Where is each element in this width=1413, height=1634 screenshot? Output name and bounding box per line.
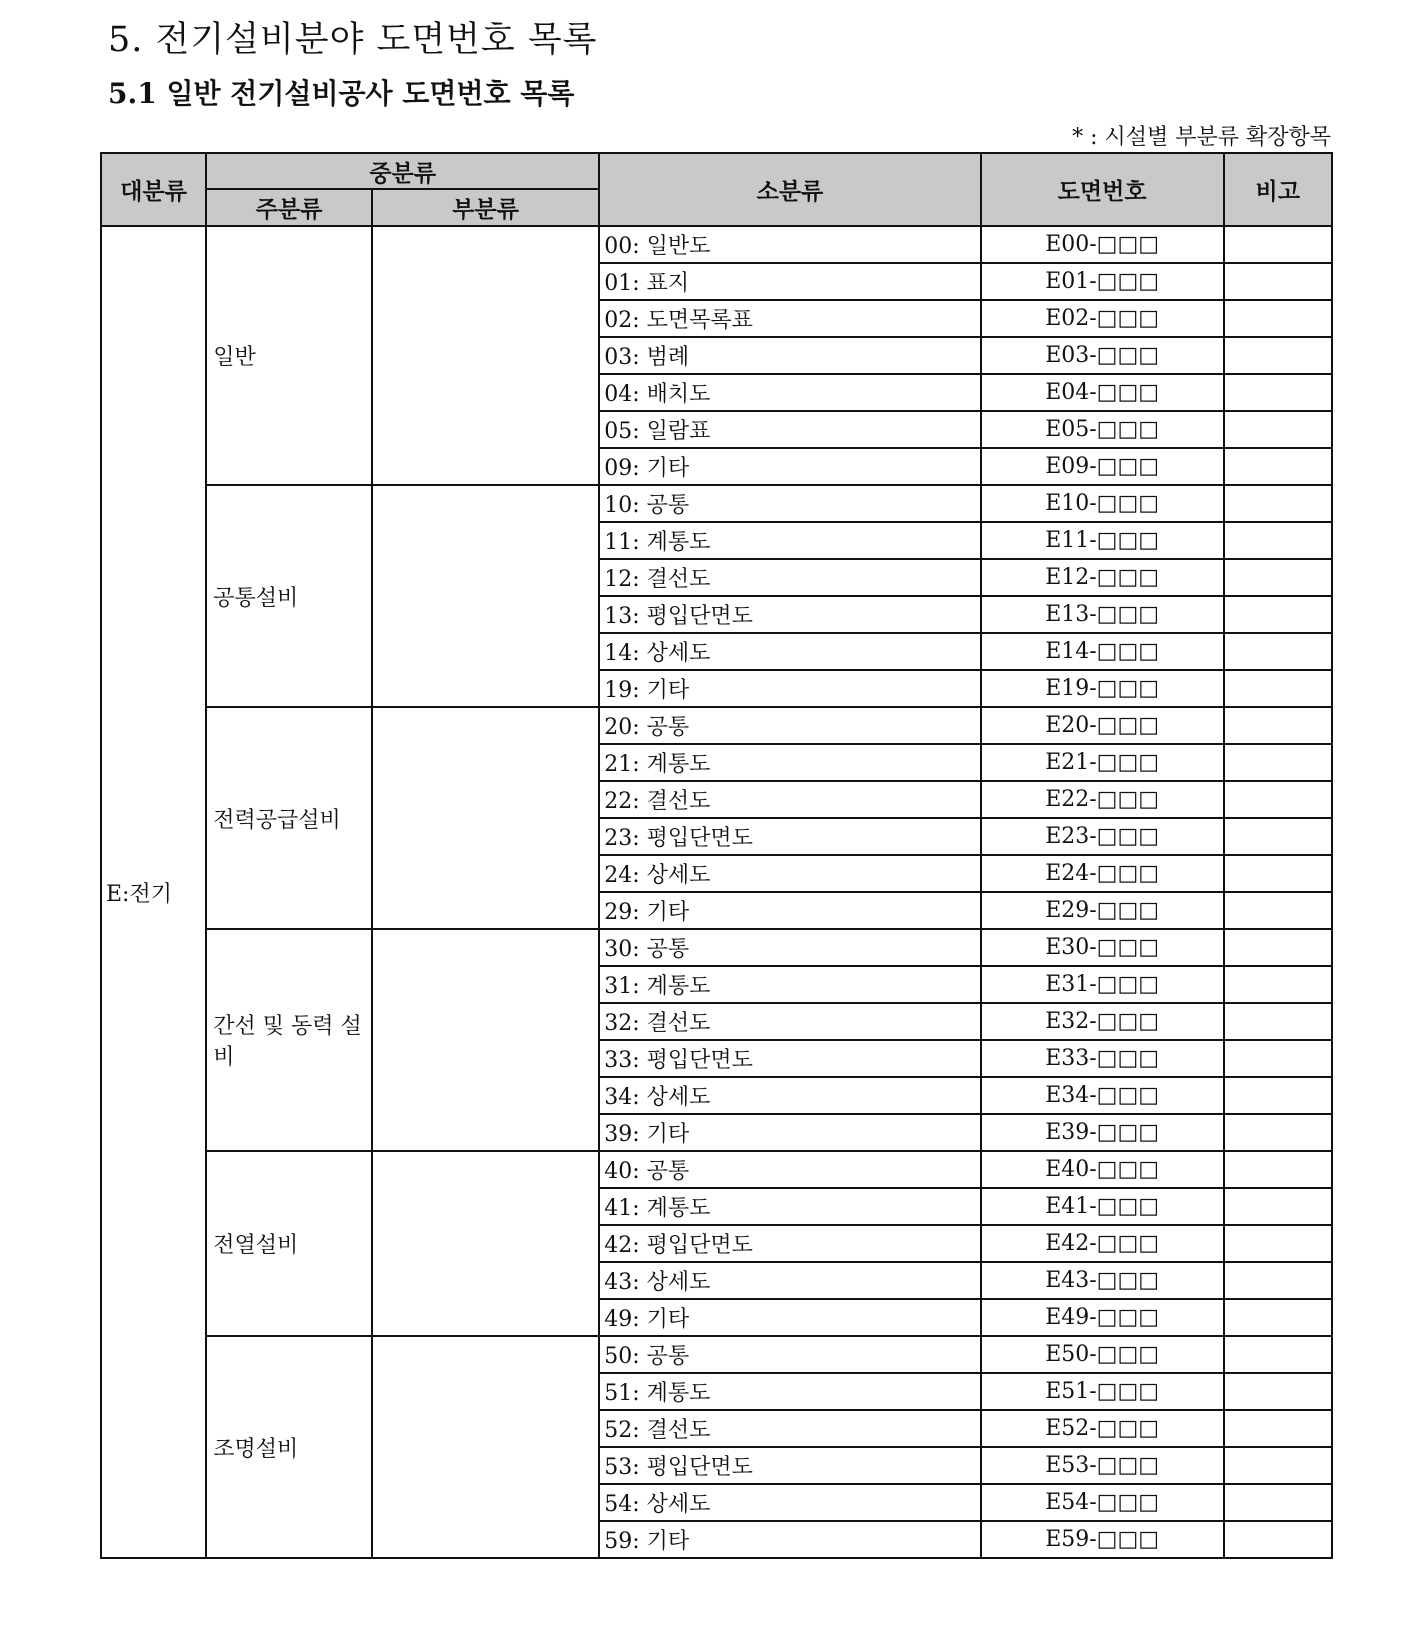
remark-cell xyxy=(1224,1410,1332,1447)
remark-cell xyxy=(1224,1373,1332,1410)
sub-category-cell xyxy=(372,929,599,1151)
header-sub-category: 부분류 xyxy=(372,189,599,226)
minor-category-cell: 03: 범례 xyxy=(599,337,980,374)
drawing-number-cell: E11-□□□ xyxy=(981,522,1224,559)
minor-category-cell: 31: 계통도 xyxy=(599,966,980,1003)
remark-cell xyxy=(1224,522,1332,559)
drawing-number-cell: E22-□□□ xyxy=(981,781,1224,818)
sub-category-cell xyxy=(372,485,599,707)
sub-category-cell xyxy=(372,226,599,485)
minor-category-cell: 21: 계통도 xyxy=(599,744,980,781)
drawing-number-cell: E04-□□□ xyxy=(981,374,1224,411)
table-row xyxy=(101,1151,1332,1188)
remark-cell xyxy=(1224,1040,1332,1077)
table-row xyxy=(101,1336,1332,1373)
main-category-cell: 공통설비 xyxy=(206,485,372,707)
drawing-number-cell: E02-□□□ xyxy=(981,300,1224,337)
remark-cell xyxy=(1224,1484,1332,1521)
table-body xyxy=(101,226,1332,1558)
minor-category-cell: 54: 상세도 xyxy=(599,1484,980,1521)
minor-category-cell: 52: 결선도 xyxy=(599,1410,980,1447)
drawing-number-cell: E23-□□□ xyxy=(981,818,1224,855)
drawing-number-cell: E13-□□□ xyxy=(981,596,1224,633)
remark-cell xyxy=(1224,300,1332,337)
minor-category-cell: 04: 배치도 xyxy=(599,374,980,411)
main-category-cell: 간선 및 동력 설비 xyxy=(206,929,372,1151)
minor-category-cell: 29: 기타 xyxy=(599,892,980,929)
minor-category-cell: 33: 평입단면도 xyxy=(599,1040,980,1077)
minor-category-cell: 01: 표지 xyxy=(599,263,980,300)
minor-category-cell: 19: 기타 xyxy=(599,670,980,707)
drawing-number-cell: E32-□□□ xyxy=(981,1003,1224,1040)
remark-cell xyxy=(1224,1151,1332,1188)
page-title: 5. 전기설비분야 도면번호 목록 xyxy=(108,20,598,60)
drawing-number-cell: E03-□□□ xyxy=(981,337,1224,374)
minor-category-cell: 00: 일반도 xyxy=(599,226,980,263)
drawing-number-cell: E34-□□□ xyxy=(981,1077,1224,1114)
drawing-number-cell: E50-□□□ xyxy=(981,1336,1224,1373)
main-category-cell: 일반 xyxy=(206,226,372,485)
remark-cell xyxy=(1224,1077,1332,1114)
remark-cell xyxy=(1224,818,1332,855)
drawing-number-cell: E59-□□□ xyxy=(981,1521,1224,1558)
drawing-number-cell: E14-□□□ xyxy=(981,633,1224,670)
sub-category-cell xyxy=(372,1151,599,1336)
header-main-category: 주분류 xyxy=(206,189,372,226)
minor-category-cell: 14: 상세도 xyxy=(599,633,980,670)
remark-cell xyxy=(1224,1225,1332,1262)
remark-cell xyxy=(1224,337,1332,374)
drawing-number-cell: E19-□□□ xyxy=(981,670,1224,707)
drawing-number-cell: E41-□□□ xyxy=(981,1188,1224,1225)
drawing-number-cell: E39-□□□ xyxy=(981,1114,1224,1151)
remark-cell xyxy=(1224,1003,1332,1040)
remark-cell xyxy=(1224,226,1332,263)
minor-category-cell: 42: 평입단면도 xyxy=(599,1225,980,1262)
remark-cell xyxy=(1224,633,1332,670)
remark-cell xyxy=(1224,596,1332,633)
minor-category-cell: 20: 공통 xyxy=(599,707,980,744)
minor-category-cell: 13: 평입단면도 xyxy=(599,596,980,633)
minor-category-cell: 32: 결선도 xyxy=(599,1003,980,1040)
remark-cell xyxy=(1224,1262,1332,1299)
minor-category-cell: 10: 공통 xyxy=(599,485,980,522)
remark-cell xyxy=(1224,670,1332,707)
minor-category-cell: 41: 계통도 xyxy=(599,1188,980,1225)
header-remark: 비고 xyxy=(1224,153,1332,226)
remark-cell xyxy=(1224,263,1332,300)
section-title: 5.1 일반 전기설비공사 도면번호 목록 xyxy=(108,77,575,110)
header-major: 대분류 xyxy=(101,153,206,226)
main-category-cell: 조명설비 xyxy=(206,1336,372,1558)
minor-category-cell: 39: 기타 xyxy=(599,1114,980,1151)
header-minor: 소분류 xyxy=(599,153,980,226)
remark-cell xyxy=(1224,1336,1332,1373)
drawing-number-cell: E49-□□□ xyxy=(981,1299,1224,1336)
remark-cell xyxy=(1224,707,1332,744)
table-row xyxy=(101,707,1332,744)
drawing-number-cell: E40-□□□ xyxy=(981,1151,1224,1188)
minor-category-cell: 09: 기타 xyxy=(599,448,980,485)
drawing-number-cell: E29-□□□ xyxy=(981,892,1224,929)
minor-category-cell: 12: 결선도 xyxy=(599,559,980,596)
sub-category-cell xyxy=(372,707,599,929)
drawing-number-cell: E00-□□□ xyxy=(981,226,1224,263)
drawing-number-cell: E51-□□□ xyxy=(981,1373,1224,1410)
remark-cell xyxy=(1224,1188,1332,1225)
minor-category-cell: 23: 평입단면도 xyxy=(599,818,980,855)
table-row xyxy=(101,226,1332,263)
remark-cell xyxy=(1224,1521,1332,1558)
minor-category-cell: 51: 계통도 xyxy=(599,1373,980,1410)
minor-category-cell: 30: 공통 xyxy=(599,929,980,966)
remark-cell xyxy=(1224,855,1332,892)
table-row xyxy=(101,485,1332,522)
drawing-number-cell: E24-□□□ xyxy=(981,855,1224,892)
remark-cell xyxy=(1224,485,1332,522)
drawing-number-table xyxy=(100,152,1333,1559)
remark-cell xyxy=(1224,1447,1332,1484)
major-category-cell: E:전기 xyxy=(101,226,206,1558)
minor-category-cell: 24: 상세도 xyxy=(599,855,980,892)
remark-cell xyxy=(1224,1299,1332,1336)
header-drawing-number: 도면번호 xyxy=(981,153,1224,226)
remark-cell xyxy=(1224,781,1332,818)
minor-category-cell: 43: 상세도 xyxy=(599,1262,980,1299)
drawing-number-cell: E20-□□□ xyxy=(981,707,1224,744)
remark-cell xyxy=(1224,448,1332,485)
minor-category-cell: 40: 공통 xyxy=(599,1151,980,1188)
drawing-number-cell: E30-□□□ xyxy=(981,929,1224,966)
drawing-number-cell: E05-□□□ xyxy=(981,411,1224,448)
extension-note: * : 시설별 부분류 확장항목 xyxy=(1072,125,1331,150)
remark-cell xyxy=(1224,1114,1332,1151)
remark-cell xyxy=(1224,744,1332,781)
header-middle: 중분류 xyxy=(206,153,599,189)
drawing-number-cell: E10-□□□ xyxy=(981,485,1224,522)
remark-cell xyxy=(1224,411,1332,448)
drawing-number-cell: E52-□□□ xyxy=(981,1410,1224,1447)
remark-cell xyxy=(1224,892,1332,929)
minor-category-cell: 49: 기타 xyxy=(599,1299,980,1336)
minor-category-cell: 11: 계통도 xyxy=(599,522,980,559)
drawing-number-cell: E21-□□□ xyxy=(981,744,1224,781)
remark-cell xyxy=(1224,929,1332,966)
main-category-cell: 전력공급설비 xyxy=(206,707,372,929)
minor-category-cell: 53: 평입단면도 xyxy=(599,1447,980,1484)
remark-cell xyxy=(1224,374,1332,411)
drawing-number-cell: E54-□□□ xyxy=(981,1484,1224,1521)
drawing-number-cell: E31-□□□ xyxy=(981,966,1224,1003)
remark-cell xyxy=(1224,559,1332,596)
remark-cell xyxy=(1224,966,1332,1003)
drawing-number-cell: E43-□□□ xyxy=(981,1262,1224,1299)
drawing-number-cell: E42-□□□ xyxy=(981,1225,1224,1262)
sub-category-cell xyxy=(372,1336,599,1558)
minor-category-cell: 05: 일람표 xyxy=(599,411,980,448)
minor-category-cell: 59: 기타 xyxy=(599,1521,980,1558)
drawing-number-cell: E53-□□□ xyxy=(981,1447,1224,1484)
minor-category-cell: 34: 상세도 xyxy=(599,1077,980,1114)
minor-category-cell: 02: 도면목록표 xyxy=(599,300,980,337)
drawing-number-cell: E01-□□□ xyxy=(981,263,1224,300)
table-row xyxy=(101,929,1332,966)
minor-category-cell: 50: 공통 xyxy=(599,1336,980,1373)
main-category-cell: 전열설비 xyxy=(206,1151,372,1336)
drawing-number-cell: E09-□□□ xyxy=(981,448,1224,485)
drawing-number-cell: E12-□□□ xyxy=(981,559,1224,596)
drawing-number-cell: E33-□□□ xyxy=(981,1040,1224,1077)
minor-category-cell: 22: 결선도 xyxy=(599,781,980,818)
